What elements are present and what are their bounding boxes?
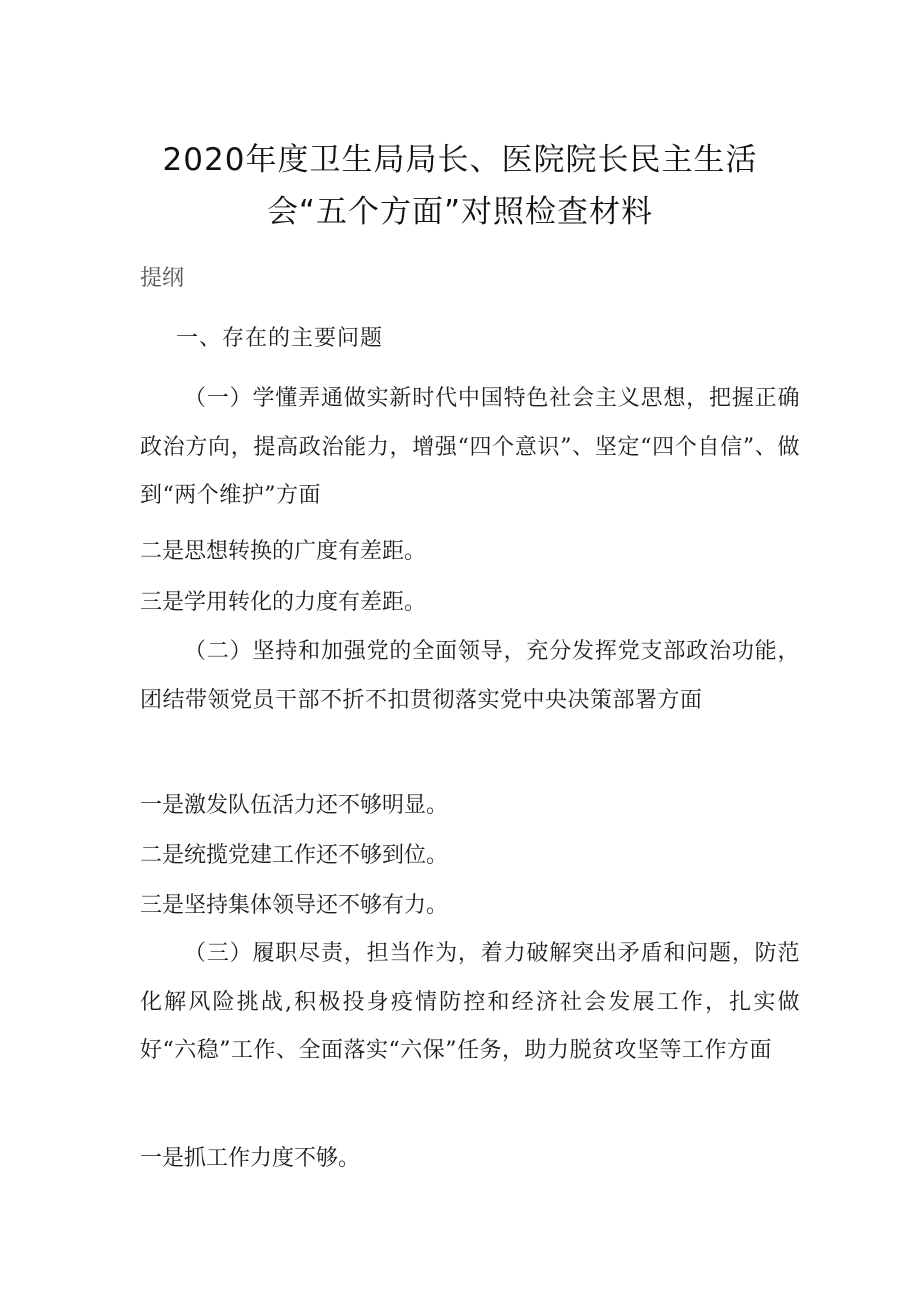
subsection-heading-2: （二）坚持和加强党的全面领导，充分发挥党支部政治功能，团结带领党员干部不折不扣贯彻落实党中央决策部署方面 — [140, 639, 800, 713]
subsection-heading-1: （一）学懂弄通做实新时代中国特色社会主义思想，把握正确政治方向，提高政治能力，增强“四个意识”、坚定“四个自信”、做到“两个维护”方面 — [140, 386, 800, 508]
document-title — [100, 134, 820, 238]
subsection-heading-3: （三）履职尽责，担当作为，着力破解突出矛盾和问题，防范化解风险挑战,积极投身疫情防控和经济社会发展工作，扎实做好“六稳”工作、全面落实“六保”任务，助力脱贫攻坚等工作方面 — [140, 941, 800, 1063]
title-line-1: 2020年度卫生局局长、医院院长民主生活 — [162, 142, 758, 178]
section-heading-problems: 一、存在的主要问题 — [176, 326, 384, 351]
outline-label: 提纲 — [140, 266, 185, 291]
list-item: 二是思想转换的广度有差距。 — [140, 539, 427, 564]
list-item: 一是激发队伍活力还不够明显。 — [140, 793, 449, 818]
list-item: 二是统揽党建工作还不够到位。 — [140, 843, 449, 868]
list-item: 一是抓工作力度不够。 — [140, 1146, 361, 1171]
list-item: 三是学用转化的力度有差距。 — [140, 590, 427, 615]
title-line-2: 会“五个方面”对照检查材料 — [266, 194, 654, 230]
list-item: 三是坚持集体领导还不够有力。 — [140, 893, 449, 918]
